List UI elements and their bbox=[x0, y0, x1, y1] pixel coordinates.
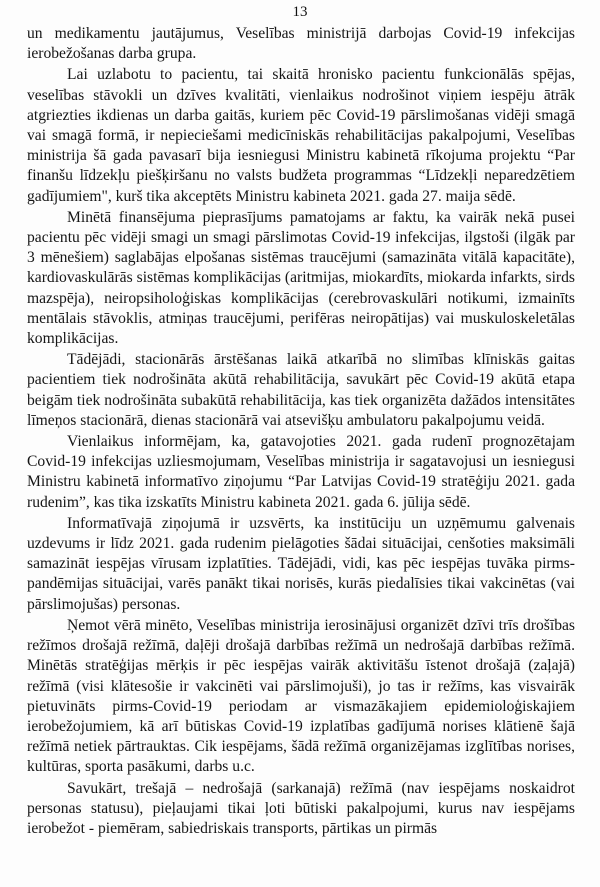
paragraph-7: Ņemot vērā minēto, Veselības ministrija ierosinājusi organizēt dzīvi trīs drošības režīmos drošajā režīmā, daļēji drošajā darbības režīmā un nedrošajā darbības režīmā. Minētās stratēģijas mērķis ir pēc iespējas vairāk aktivitāšu īstenot drošajā (zaļajā) režīmā (visi klātesošie ir vakcinēti vai pārslimojuši), jo tas ir režīms, kas visvairāk pietuvināts pirms-Covid-19 periodam ar vismazākajiem epidemioloģiskajiem ierobežojumiem, kā arī būtiskas Covid-19 izplatības gadījumā norises klātienē šajā režīmā netiek pārtrauktas. Cik iespējams, šādā režīmā organizējamas izglītības norises, kultūras, sporta pasākumi, darbs u.c. bbox=[27, 616, 575, 776]
page-number: 13 bbox=[292, 4, 308, 20]
paragraph-3: Minētā finansējuma pieprasījums pamatojams ar faktu, ka vairāk nekā pusei pacientu pēc vidēji smagi un smagi pārslimotas Covid-19 infekcijas, ilgstoši (ilgāk par 3 mēnešiem) saglabājas elpošanas sistēmas traucējumi (samazināta vitālā kapacitāte), kardiovaskulārās sistēmas komplikācijas (aritmijas, miokardīts, miokarda infarkts, sirds mazspēja), neiropsiholoģiskas komplikācijas (cerebrovaskulāri notikumi, izmainīts mentālais stāvoklis, atmiņas traucējumi, perifēras neiropātijas) vai muskuloskeletālas komplikācijas. bbox=[27, 208, 575, 348]
document-body bbox=[27, 24, 575, 839]
paragraph-1: un medikamentu jautājumus, Veselības ministrijā darbojas Covid-19 infekcijas ierobežošanas darba grupa. bbox=[27, 25, 575, 63]
paragraph-5: Vienlaikus informējam, ka, gatavojoties 2021. gada rudenī prognozētajam Covid-19 infekcijas uzliesmojumam, Veselības ministrija ir sagatavojusi un iesniegusi Ministru kabinetā informatīvo ziņojumu “Par Latvijas Covid-19 stratēģiju 2021. gada rudenim”, kas tika izskatīts Ministru kabineta 2021. gada 6. jūlija sēdē. bbox=[27, 433, 575, 511]
paragraph-4: Tādējādi, stacionārās ārstēšanas laikā atkarībā no slimības klīniskās gaitas pacientiem tiek nodrošināta akūtā rehabilitācija, savukārt pēc Covid-19 akūtā etapa beigām tiek nodrošināta subakūtā rehabilitācija, kas tiek organizēta dažādos intensitātes līmeņos stacionārā, dienas stacionārā vai atsevišķu ambulatoru pakalpojumu veidā. bbox=[27, 351, 575, 429]
paragraph-8: Savukārt, trešajā – nedrošajā (sarkanajā) režīmā (nav iespējams noskaidrot personas statusu), pieļaujami tikai ļoti būtiski pakalpojumi, kurus nav iespējams ierobežot - piemēram, sabiedriskais transports, pārtikas un pirmās bbox=[27, 779, 575, 837]
paragraph-6: Informatīvajā ziņojumā ir uzsvērts, ka institūciju un uzņēmumu galvenais uzdevums ir līdz 2021. gada rudenim pielāgoties šādai situācijai, cenšoties maksimāli samazināt iespējas vīrusam izplatīties. Tādējādi, vidi, kas pēc iespējas tuvāka pirms-pandēmijas situācijai, varēs panākt tikai norisēs, kurās piedalīsies tikai vakcinētas (vai pārslimojušas) personas. bbox=[27, 514, 575, 613]
paragraph-2: Lai uzlabotu to pacientu, tai skaitā hronisko pacientu funkcionālās spējas, veselības stāvokli un dzīves kvalitāti, vienlaikus nodrošinot viņiem iespēju ātrāk atgriezties ikdienas un darba gaitās, kuriem pēc Covid-19 pārslimošanas vidēji smagā vai smagā formā, ir nepieciešami medicīniskās rehabilitācijas pakalpojumi, Veselības ministrija šā gada pavasarī bija iesniegusi Ministru kabinetā rīkojuma projektu “Par finanšu līdzekļu piešķiršanu no valsts budžeta programmas “Līdzekļi neparedzētiem gadījumiem", kurš tika akceptēts Ministru kabineta 2021. gada 27. maija sēdē. bbox=[27, 66, 575, 205]
